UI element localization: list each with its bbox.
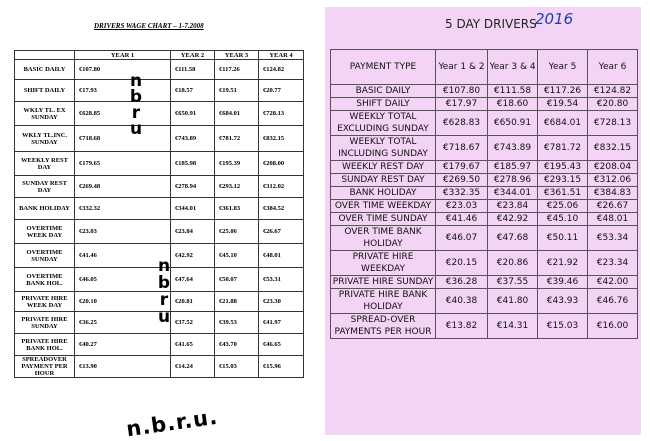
cell-value: €37.52 xyxy=(171,312,215,334)
cell-value: €111.58 xyxy=(488,85,538,98)
cell-value: €46.05 xyxy=(75,268,171,292)
cell-value: €179.67 xyxy=(436,161,488,174)
row-label: WKLY TL.INC. SUNDAY xyxy=(15,126,75,152)
cell-value: €19.54 xyxy=(538,98,588,111)
row-label: PRIVATE HIRE WEEKDAY xyxy=(331,251,436,276)
cell-value: €384.83 xyxy=(588,187,638,200)
cell-value: €293.12 xyxy=(215,176,259,198)
cell-value: €36.25 xyxy=(75,312,171,334)
cell-value: €42.92 xyxy=(488,213,538,226)
cell-value: €50.11 xyxy=(538,226,588,251)
cell-value: €41.80 xyxy=(488,289,538,314)
right-header-cell: Year 3 & 4 xyxy=(488,50,538,85)
cell-value: €25.06 xyxy=(538,200,588,213)
row-label: WEEKLY TOTAL INCLUDING SUNDAY xyxy=(331,136,436,161)
cell-value: €332.32 xyxy=(75,198,171,220)
cell-value: €23.03 xyxy=(436,200,488,213)
cell-value: €19.51 xyxy=(215,80,259,102)
cell-value: €47.64 xyxy=(171,268,215,292)
cell-value: €743.89 xyxy=(488,136,538,161)
cell-value: €332.35 xyxy=(436,187,488,200)
table-row xyxy=(15,334,304,356)
row-label: WEEKLY REST DAY xyxy=(15,152,75,176)
cell-value: €718.67 xyxy=(436,136,488,161)
cell-value: €45.10 xyxy=(538,213,588,226)
cell-value: €41.65 xyxy=(171,334,215,356)
cell-value: €312.06 xyxy=(588,174,638,187)
cell-value: €269.50 xyxy=(436,174,488,187)
right-header-cell: Year 5 xyxy=(538,50,588,85)
cell-value: €15.03 xyxy=(215,356,259,378)
table-row xyxy=(331,85,638,98)
table-row xyxy=(15,268,304,292)
table-row xyxy=(331,289,638,314)
cell-value: €16.00 xyxy=(588,314,638,339)
table-row xyxy=(331,174,638,187)
cell-value: €39.53 xyxy=(215,312,259,334)
cell-value: €384.52 xyxy=(259,198,304,220)
left-header-row xyxy=(15,51,304,60)
row-label: PRIVATE HIRE SUNDAY xyxy=(331,276,436,289)
cell-value: €312.02 xyxy=(259,176,304,198)
left-header-cell: YEAR 3 xyxy=(215,51,259,60)
row-label: PRIVATE HIRE BANK HOLIDAY xyxy=(331,289,436,314)
cell-value: €23.84 xyxy=(488,200,538,213)
cell-value: €344.01 xyxy=(488,187,538,200)
right-wage-chart-document xyxy=(325,7,641,435)
cell-value: €344.01 xyxy=(171,198,215,220)
table-row xyxy=(15,292,304,312)
cell-value: €23.84 xyxy=(171,220,215,244)
cell-value: €14.24 xyxy=(171,356,215,378)
row-label: PRIVATE HIRE BANK HOL. xyxy=(15,334,75,356)
cell-value: €46.76 xyxy=(588,289,638,314)
right-chart-title: 5 DAY DRIVERS xyxy=(445,17,537,31)
cell-value: €684.01 xyxy=(215,102,259,126)
nbru-watermark: n b r u xyxy=(157,256,171,327)
row-label: SUNDAY REST DAY xyxy=(15,176,75,198)
cell-value: €361.83 xyxy=(215,198,259,220)
table-row xyxy=(331,187,638,200)
cell-value: €361.51 xyxy=(538,187,588,200)
row-label: WEEKLY REST DAY xyxy=(331,161,436,174)
cell-value: €124.82 xyxy=(588,85,638,98)
cell-value: €179.65 xyxy=(75,152,171,176)
row-label: BANK HOLIDAY xyxy=(15,198,75,220)
cell-value: €23.30 xyxy=(259,292,304,312)
cell-value: €13.82 xyxy=(436,314,488,339)
cell-value: €13.90 xyxy=(75,356,171,378)
cell-value: €40.27 xyxy=(75,334,171,356)
table-row xyxy=(331,213,638,226)
row-label: PRIVATE HIRE SUNDAY xyxy=(15,312,75,334)
cell-value: €781.72 xyxy=(538,136,588,161)
cell-value: €43.93 xyxy=(538,289,588,314)
cell-value: €628.85 xyxy=(75,102,171,126)
cell-value: €278.96 xyxy=(488,174,538,187)
cell-value: €718.68 xyxy=(75,126,171,152)
table-row xyxy=(15,126,304,152)
cell-value: €728.13 xyxy=(259,102,304,126)
table-row xyxy=(15,176,304,198)
cell-value: €42.00 xyxy=(588,276,638,289)
cell-value: €14.31 xyxy=(488,314,538,339)
cell-value: €46.65 xyxy=(259,334,304,356)
cell-value: €39.46 xyxy=(538,276,588,289)
cell-value: €53.31 xyxy=(259,268,304,292)
cell-value: €40.38 xyxy=(436,289,488,314)
cell-value: €18.60 xyxy=(488,98,538,111)
cell-value: €195.43 xyxy=(538,161,588,174)
cell-value: €832.15 xyxy=(259,126,304,152)
cell-value: €48.01 xyxy=(588,213,638,226)
table-row xyxy=(331,314,638,339)
cell-value: €107.80 xyxy=(75,60,171,80)
cell-value: €15.96 xyxy=(259,356,304,378)
cell-value: €15.03 xyxy=(538,314,588,339)
left-header-cell: YEAR 1 xyxy=(75,51,171,60)
right-header-cell: PAYMENT TYPE xyxy=(331,50,436,85)
cell-value: €20.10 xyxy=(75,292,171,312)
table-row xyxy=(15,244,304,268)
cell-value: €26.67 xyxy=(588,200,638,213)
cell-value: €17.97 xyxy=(436,98,488,111)
cell-value: €185.97 xyxy=(488,161,538,174)
left-wage-table xyxy=(14,50,304,378)
cell-value: €208.04 xyxy=(588,161,638,174)
cell-value: €23.03 xyxy=(75,220,171,244)
table-row xyxy=(331,200,638,213)
cell-value: €650.91 xyxy=(171,102,215,126)
cell-value: €743.89 xyxy=(171,126,215,152)
cell-value: €36.28 xyxy=(436,276,488,289)
left-header-cell: YEAR 2 xyxy=(171,51,215,60)
table-row xyxy=(15,312,304,334)
table-row xyxy=(331,161,638,174)
cell-value: €23.34 xyxy=(588,251,638,276)
cell-value: €43.70 xyxy=(215,334,259,356)
cell-value: €45.10 xyxy=(215,244,259,268)
cell-value: €41.97 xyxy=(259,312,304,334)
handwritten-year: 2016 xyxy=(535,10,574,28)
table-row xyxy=(331,98,638,111)
right-wage-table xyxy=(330,49,638,339)
cell-value: €25.06 xyxy=(215,220,259,244)
nbru-watermark: n b r u xyxy=(129,71,143,139)
cell-value: €195.39 xyxy=(215,152,259,176)
cell-value: €117.26 xyxy=(538,85,588,98)
cell-value: €47.68 xyxy=(488,226,538,251)
table-row xyxy=(15,152,304,176)
cell-value: €278.94 xyxy=(171,176,215,198)
nbru-watermark: n.b.r.u. xyxy=(124,404,220,441)
cell-value: €37.55 xyxy=(488,276,538,289)
cell-value: €18.57 xyxy=(171,80,215,102)
left-wage-chart-document xyxy=(14,18,303,441)
cell-value: €111.58 xyxy=(171,60,215,80)
table-row xyxy=(15,60,304,80)
row-label: BASIC DAILY xyxy=(15,60,75,80)
cell-value: €26.67 xyxy=(259,220,304,244)
left-header-cell xyxy=(15,51,75,60)
cell-value: €20.81 xyxy=(171,292,215,312)
table-row xyxy=(331,111,638,136)
cell-value: €208.00 xyxy=(259,152,304,176)
cell-value: €42.92 xyxy=(171,244,215,268)
cell-value: €628.83 xyxy=(436,111,488,136)
row-label: SHIFT DAILY xyxy=(15,80,75,102)
table-row xyxy=(15,356,304,378)
row-label: BANK HOLIDAY xyxy=(331,187,436,200)
left-header-cell: YEAR 4 xyxy=(259,51,304,60)
cell-value: €48.01 xyxy=(259,244,304,268)
row-label: OVERTIME BANK HOL. xyxy=(15,268,75,292)
row-label: SHIFT DAILY xyxy=(331,98,436,111)
cell-value: €41.46 xyxy=(75,244,171,268)
table-row xyxy=(15,80,304,102)
cell-value: €17.93 xyxy=(75,80,171,102)
table-row xyxy=(331,136,638,161)
cell-value: €41.46 xyxy=(436,213,488,226)
cell-value: €20.80 xyxy=(588,98,638,111)
table-row xyxy=(331,276,638,289)
row-label: OVER TIME WEEKDAY xyxy=(331,200,436,213)
cell-value: €20.86 xyxy=(488,251,538,276)
row-label: SPREADOVER PAYMENT PER HOUR xyxy=(15,356,75,378)
cell-value: €107.80 xyxy=(436,85,488,98)
cell-value: €117.26 xyxy=(215,60,259,80)
row-label: SPREAD-OVER PAYMENTS PER HOUR xyxy=(331,314,436,339)
cell-value: €21.88 xyxy=(215,292,259,312)
cell-value: €50.07 xyxy=(215,268,259,292)
cell-value: €728.13 xyxy=(588,111,638,136)
cell-value: €832.15 xyxy=(588,136,638,161)
cell-value: €124.82 xyxy=(259,60,304,80)
table-row xyxy=(331,251,638,276)
cell-value: €46.07 xyxy=(436,226,488,251)
table-row xyxy=(15,220,304,244)
left-chart-title: DRIVERS WAGE CHART – 1-7.2008 xyxy=(94,22,204,30)
row-label: WEEKLY TOTAL EXCLUDING SUNDAY xyxy=(331,111,436,136)
table-row xyxy=(15,198,304,220)
table-row xyxy=(15,102,304,126)
row-label: SUNDAY REST DAY xyxy=(331,174,436,187)
cell-value: €53.34 xyxy=(588,226,638,251)
row-label: BASIC DAILY xyxy=(331,85,436,98)
right-header-cell: Year 1 & 2 xyxy=(436,50,488,85)
cell-value: €293.15 xyxy=(538,174,588,187)
cell-value: €20.77 xyxy=(259,80,304,102)
row-label: PRIVATE HIRE WEEK DAY xyxy=(15,292,75,312)
cell-value: €781.72 xyxy=(215,126,259,152)
right-header-cell: Year 6 xyxy=(588,50,638,85)
row-label: OVERTIME WEEK DAY xyxy=(15,220,75,244)
cell-value: €21.92 xyxy=(538,251,588,276)
cell-value: €684.01 xyxy=(538,111,588,136)
row-label: OVER TIME BANK HOLIDAY xyxy=(331,226,436,251)
row-label: OVER TIME SUNDAY xyxy=(331,213,436,226)
row-label: WKLY TL. EX SUNDAY xyxy=(15,102,75,126)
cell-value: €650.91 xyxy=(488,111,538,136)
cell-value: €185.98 xyxy=(171,152,215,176)
row-label: OVERTIME SUNDAY xyxy=(15,244,75,268)
cell-value: €20.15 xyxy=(436,251,488,276)
right-header-row xyxy=(331,50,638,85)
table-row xyxy=(331,226,638,251)
cell-value: €269.48 xyxy=(75,176,171,198)
